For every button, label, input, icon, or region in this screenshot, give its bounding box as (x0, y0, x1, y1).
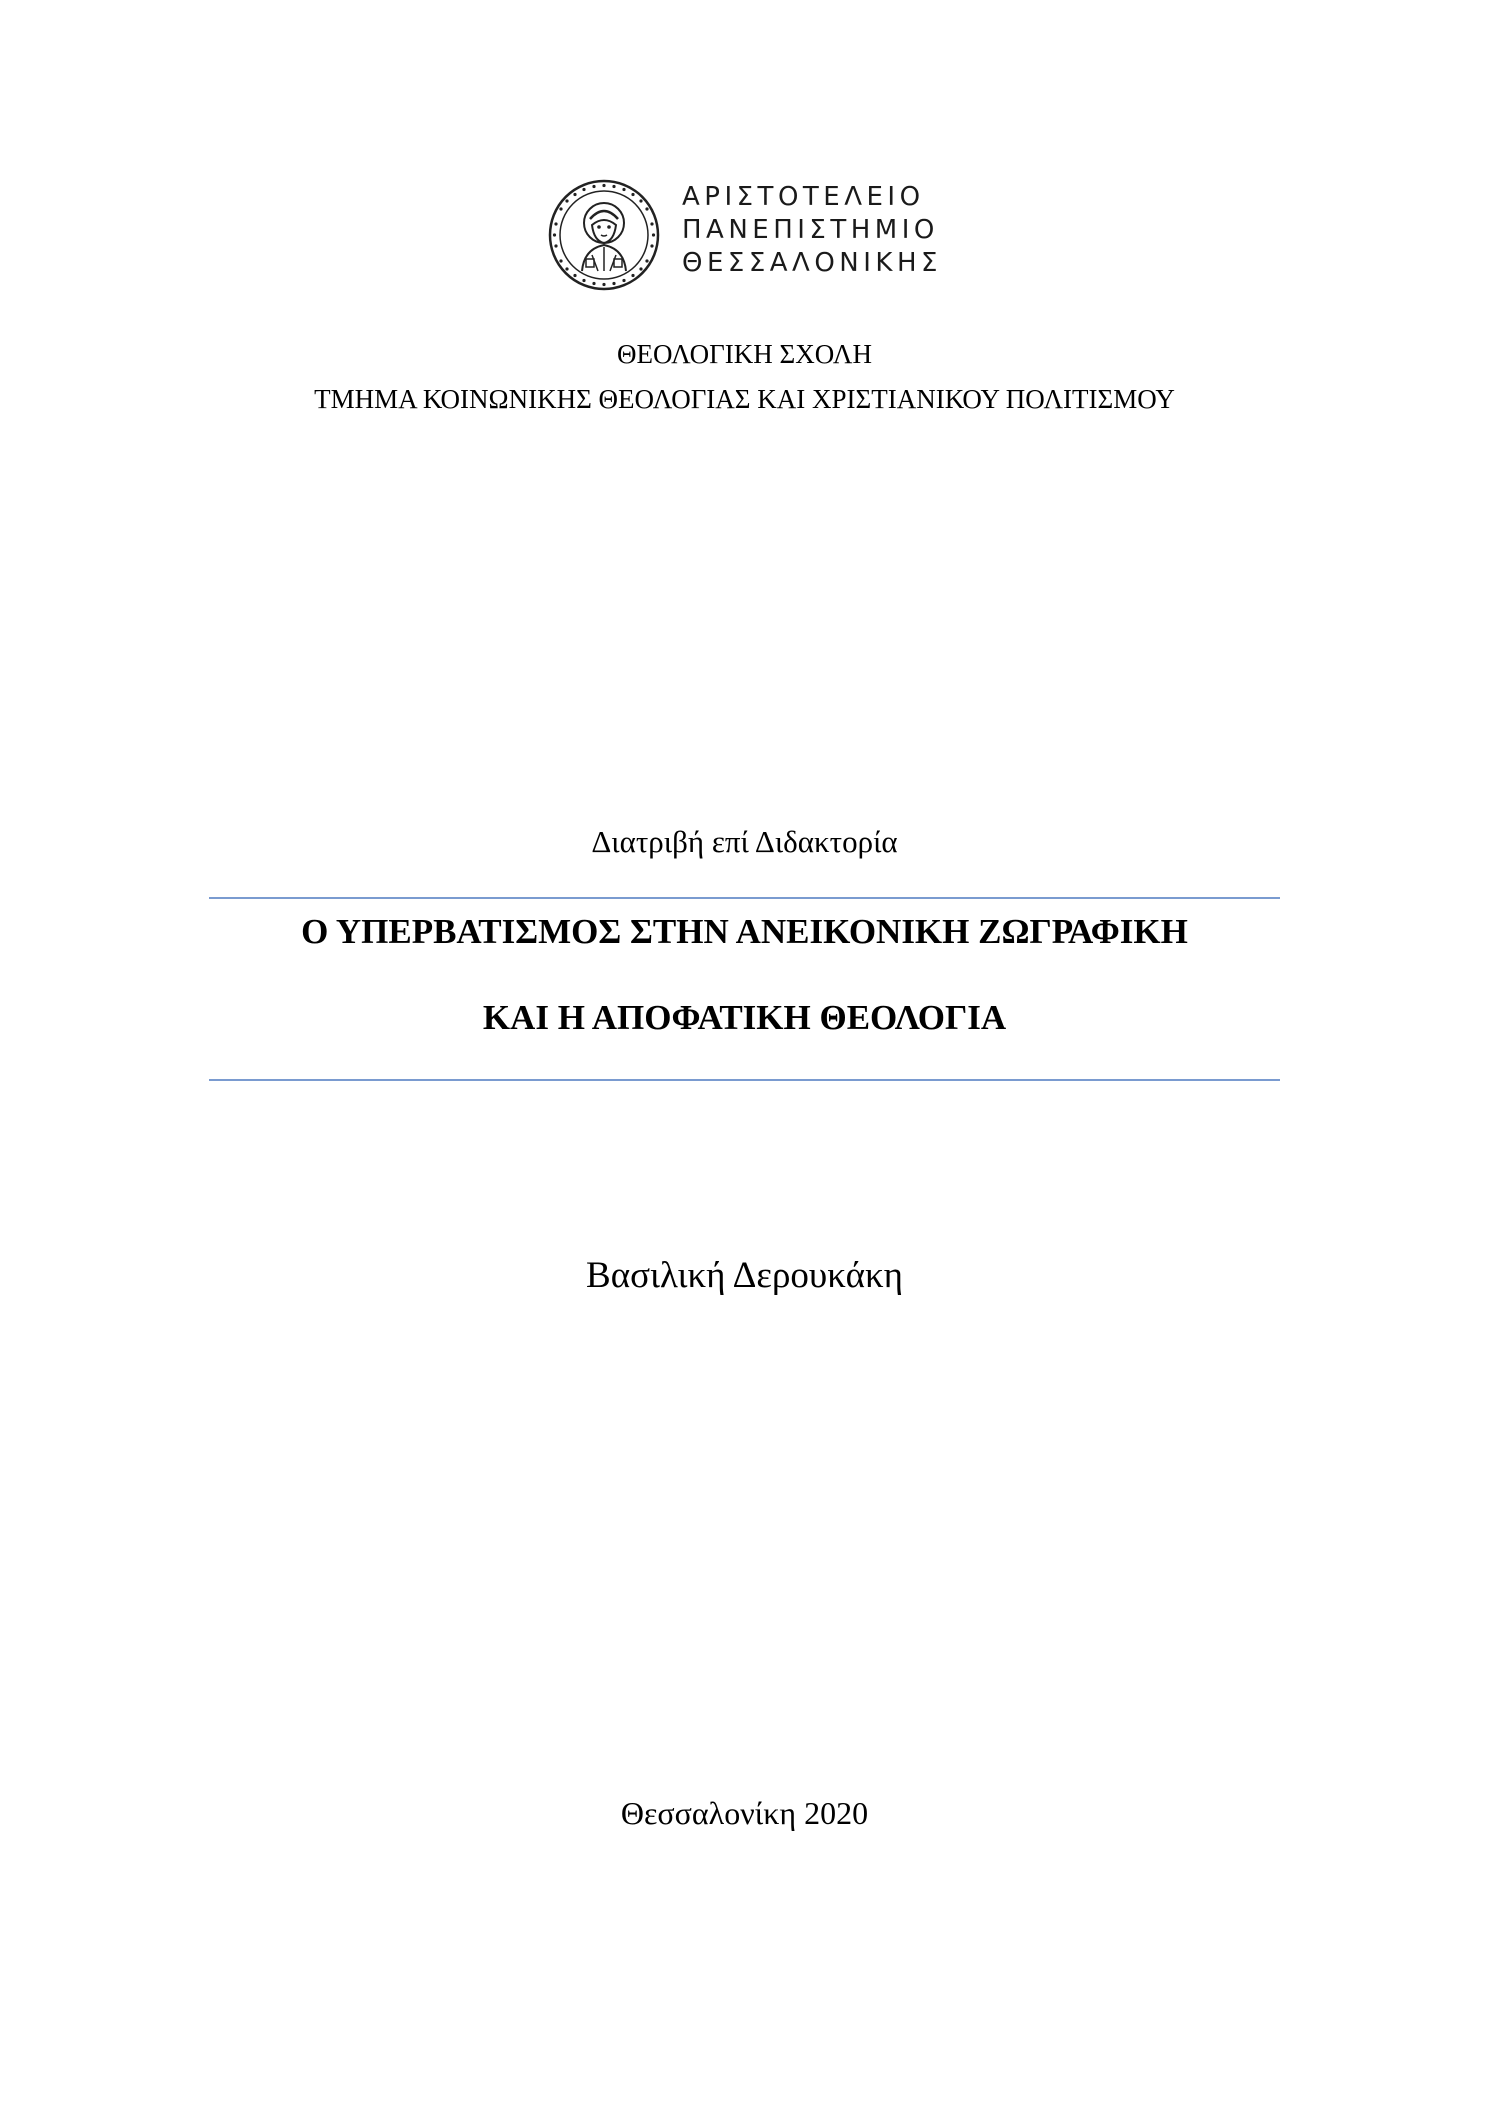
university-name (682, 181, 942, 280)
place-and-year: Θεσσαλονίκη 2020 (620, 1795, 869, 1831)
university-seal-icon (548, 179, 660, 291)
author-name: Βασιλική Δερουκάκη (586, 1255, 903, 1296)
thesis-title-line-2: ΚΑΙ Η ΑΠΟΦΑΤΙΚΗ ΘΕΟΛΟΓΙΑ (482, 998, 1007, 1037)
university-name-line-2: ΠΑΝΕΠΙΣΤΗΜΙΟ (682, 215, 939, 245)
title-rule-bottom (209, 1079, 1280, 1081)
title-rule-top (209, 897, 1280, 899)
university-logo (548, 175, 948, 295)
university-name-line-3: ΘΕΣΣΑΛΟΝΙΚΗΣ (682, 248, 942, 278)
faculty-name: ΘΕΟΛΟΓΙΚΗ ΣΧΟΛΗ (616, 339, 872, 369)
university-name-line-1: ΑΡΙΣΤΟΤΕΛΕΙΟ (682, 182, 925, 212)
thesis-type: Διατριβή επί Διδακτορία (591, 824, 898, 859)
department-name: ΤΜΗΜΑ ΚΟΙΝΩΝΙΚΗΣ ΘΕΟΛΟΓΙΑΣ ΚΑΙ ΧΡΙΣΤΙΑΝΙΚΟΥ ΠΟΛΙΤΙΣΜΟΥ (314, 384, 1175, 414)
thesis-title-line-1: Ο ΥΠΕΡΒΑΤΙΣΜΟΣ ΣΤΗΝ ΑΝΕΙΚΟΝΙΚΗ ΖΩΓΡΑΦΙΚΗ (301, 912, 1188, 951)
